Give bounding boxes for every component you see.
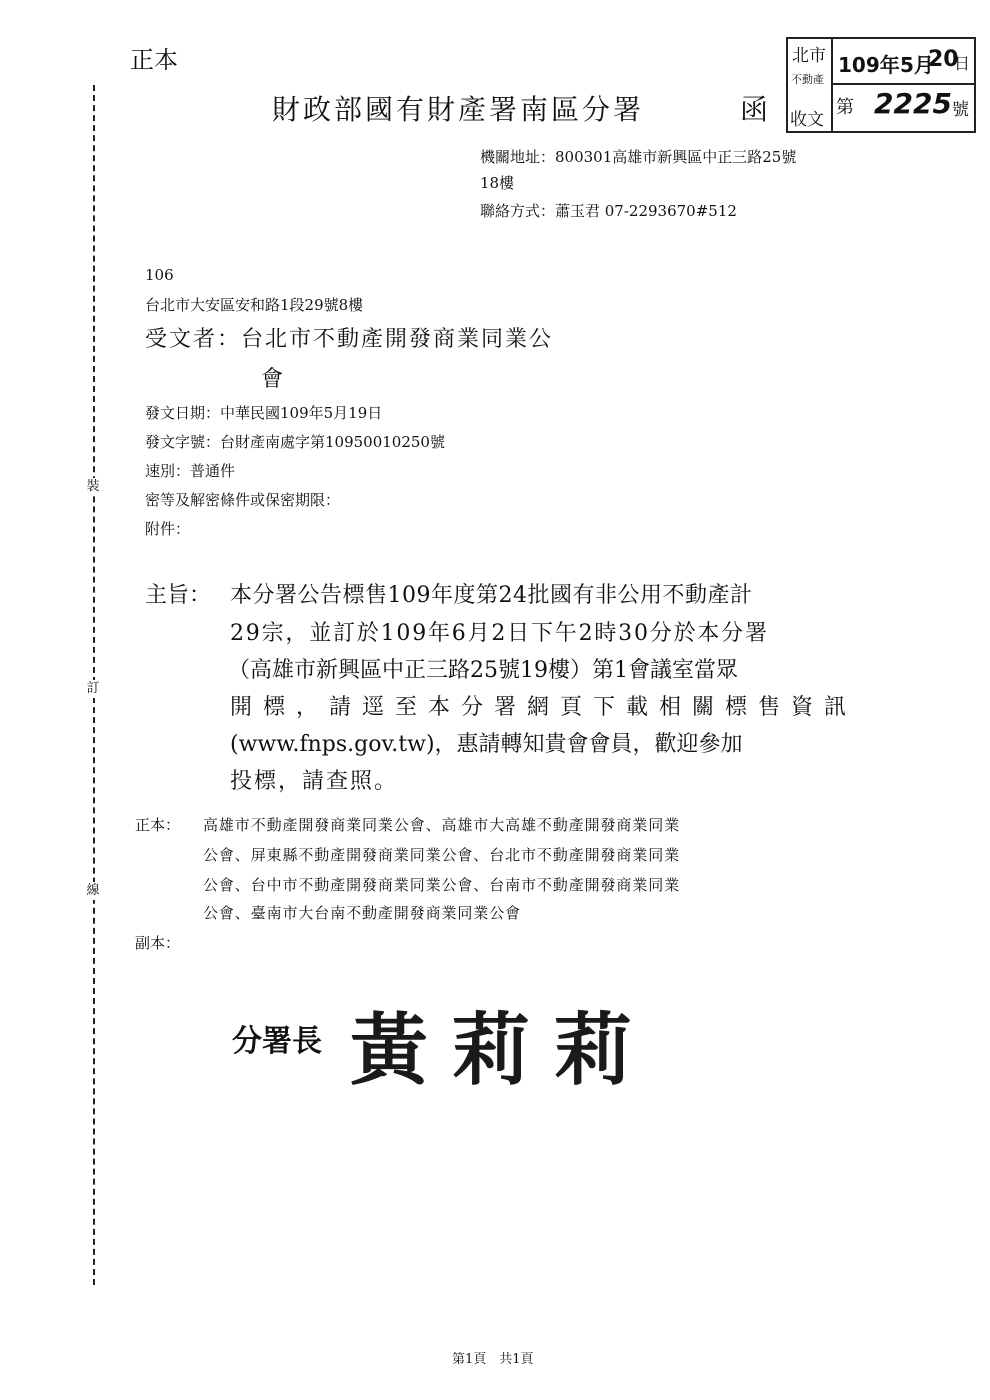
recipient-line2: 會 [261,367,284,392]
stamp-area-bottom: 不動產 [791,73,824,86]
subject-label: 主旨： [145,583,212,608]
main-recipients-label: 正本： [135,816,181,834]
attachment-label: 附件： [145,520,191,538]
binding-mark-ding: 訂 [81,680,105,698]
issue-date: 發文日期：中華民國109年5月19日 [145,404,383,422]
secrecy-level: 密等及解密條件或保密期限： [145,491,341,509]
main-recipients-line-4: 公會、臺南市大台南不動產開發商業同業公會 [203,904,522,922]
copy-recipients-label: 副本： [135,934,181,952]
stamp-area-top: 北市 [792,46,826,66]
stamp-number-suffix: 號 [952,100,969,120]
agency-address-line1: 機關地址：800301高雄市新興區中正三路25號 [480,148,797,166]
binding-mark-xian: 線 [81,882,105,900]
page-number: 第1頁 共1頁 [452,1352,534,1367]
signature-name: 黃莉莉 [350,1005,657,1096]
stamp-day-unit: 日 [954,54,971,73]
main-recipients-line-3: 公會、台中市不動產開發商業同業公會、台南市不動產開發商業同業 [203,876,681,894]
main-recipients-line-2: 公會、屏東縣不動產開發商業同業公會、台北市不動產開發商業同業 [203,846,681,864]
agency-contact: 聯絡方式：蕭玉君 07-2293670#512 [480,202,737,220]
subject-line-1: 本分署公告標售109年度第24批國有非公用不動產計 [230,583,753,608]
stamp-year: 109年 [838,53,900,77]
recipient-address: 台北市大安區安和路1段29號8樓 [145,296,364,314]
recipient-line1: 受文者：台北市不動產開發商業同業公 [145,327,554,352]
binding-mark-zhuang: 裝 [81,478,105,496]
document-number: 發文字號：台財產南處字第10950010250號 [145,433,445,451]
subject-line-4: 開標，請逕至本分署網頁下載相關標售資訊 [230,695,858,720]
main-recipients-line-1: 高雄市不動產開發商業同業公會、高雄市大高雄不動產開發商業同業 [203,816,681,834]
subject-line-3: （高雄市新興區中正三路25號19樓）第1會議室當眾 [228,658,738,683]
subject-line-6: 投標，請查照。 [230,769,399,794]
stamp-day: 20 [928,47,959,72]
stamp-month: 5月 [900,53,934,77]
subject-line-5: (www.fnps.gov.tw)，惠請轉知貴會會員，歡迎參加 [230,732,743,757]
copy-type-label: 正本 [130,46,178,74]
recipient-postal-code: 106 [145,266,174,284]
stamp-number: 2225 [874,87,952,120]
subject-line-2: 29宗，並訂於109年6月2日下午2時30分於本分署 [230,621,769,646]
signature-title: 分署長 [232,1024,322,1059]
stamp-number-prefix: 第 [836,97,854,118]
receipt-stamp [786,37,976,133]
document-type: 函 [740,93,769,126]
stamp-received: 收文 [790,110,824,130]
agency-address-line2: 18樓 [480,174,515,192]
delivery-speed: 速別：普通件 [145,462,236,480]
issuing-agency-title: 財政部國有財產署南區分署 [272,93,645,126]
